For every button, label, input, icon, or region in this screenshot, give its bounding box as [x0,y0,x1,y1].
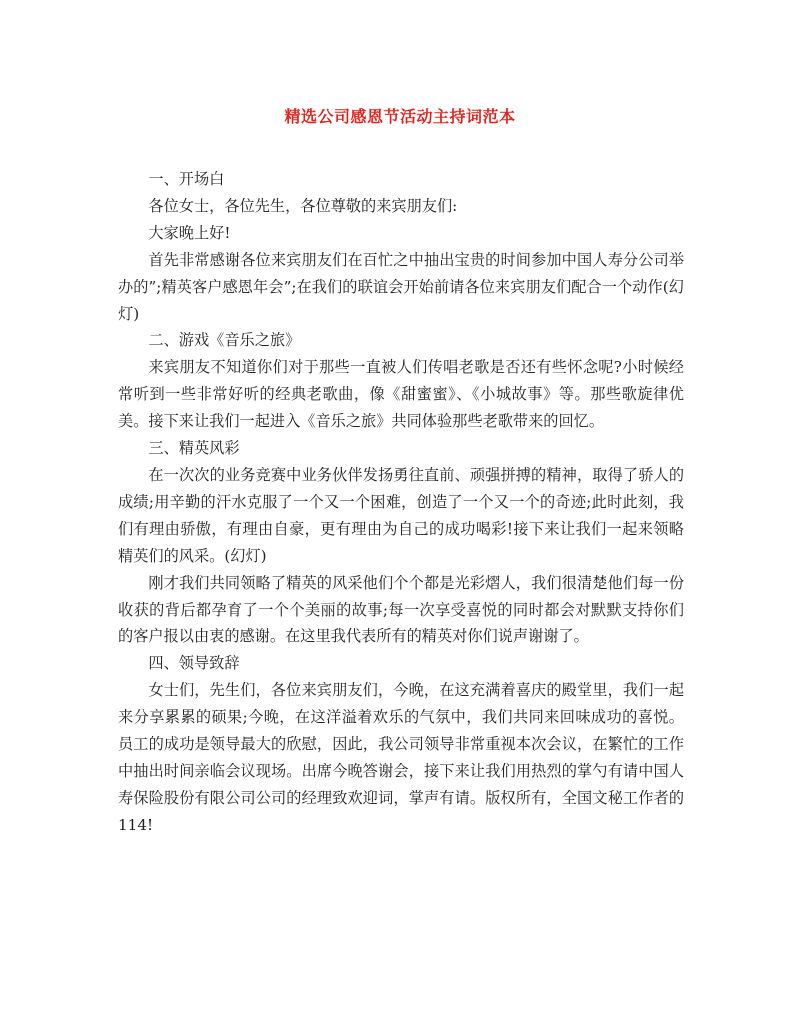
paragraph-music-journey: 来宾朋友不知道你们对于那些一直被人们传唱老歌是否还有些怀念呢?小时候经常听到一些非常好听的经典老歌曲，像《甜蜜蜜》、《小城故事》等。那些歌旋律优美。接下来让我们一起进入《音乐之旅》共同体验那些老歌带来的回忆。 [118,358,684,431]
document-title: 精选公司感恩节活动主持词范本 [284,107,516,126]
section-heading-game: 二、游戏《音乐之旅》 [148,331,301,350]
document-body [118,166,684,839]
paragraph-greeting-guests: 各位女士，各位先生，各位尊敬的来宾朋友们: [148,196,458,215]
section-heading-opening: 一、开场白 [148,170,225,188]
paragraph-good-evening: 大家晚上好! [148,223,231,242]
paragraph-elite-achievements: 在一次次的业务竞赛中业务伙伴发扬勇往直前、顽强拼搏的精神，取得了骄人的成绩;用辛勤的汗水克服了一个又一个困难，创造了一个又一个的奇迹;此时此刻，我们有理由骄傲，有理由自豪，更有理由为自己的成功喝彩!接下来让我们一起来领略精英们的风采。(幻灯) [118,465,684,565]
paragraph-leader-speech: 女士们，先生们，各位来宾朋友们，今晚，在这充满着喜庆的殿堂里，我们一起来分享累累的硕果;今晚，在这洋溢着欢乐的气氛中，我们共同来回味成功的喜悦。员工的成功是领导最大的欣慰，因此，我公司领导非常重视本次会议，在繁忙的工作中抽出时间亲临会议现场。出席今晚答谢会，接下来让我们用热烈的掌勺有请中国人寿保险股份有限公司公司的经理致欢迎词，掌声有请。版权所有，全国文秘工作者的114! [118,681,684,834]
paragraph-elite-thanks: 刚才我们共同领略了精英的风采他们个个都是光彩熠人，我们很清楚他们每一份收获的背后都孕育了一个个美丽的故事;每一次享受喜悦的同时都会对默默支持你们的客户报以由衷的感谢。在这里我代表所有的精英对你们说声谢谢了。 [118,573,684,646]
section-heading-elite: 三、精英风彩 [148,439,240,458]
paragraph-thanks: 首先非常感谢各位来宾朋友们在百忙之中抽出宝贵的时间参加中国人寿分公司举办的”;精英客户感恩年会”;在我们的联谊会开始前请各位来宾朋友们配合一个动作(幻灯) [118,250,684,323]
section-heading-leader-speech: 四、领导致辞 [148,654,240,673]
